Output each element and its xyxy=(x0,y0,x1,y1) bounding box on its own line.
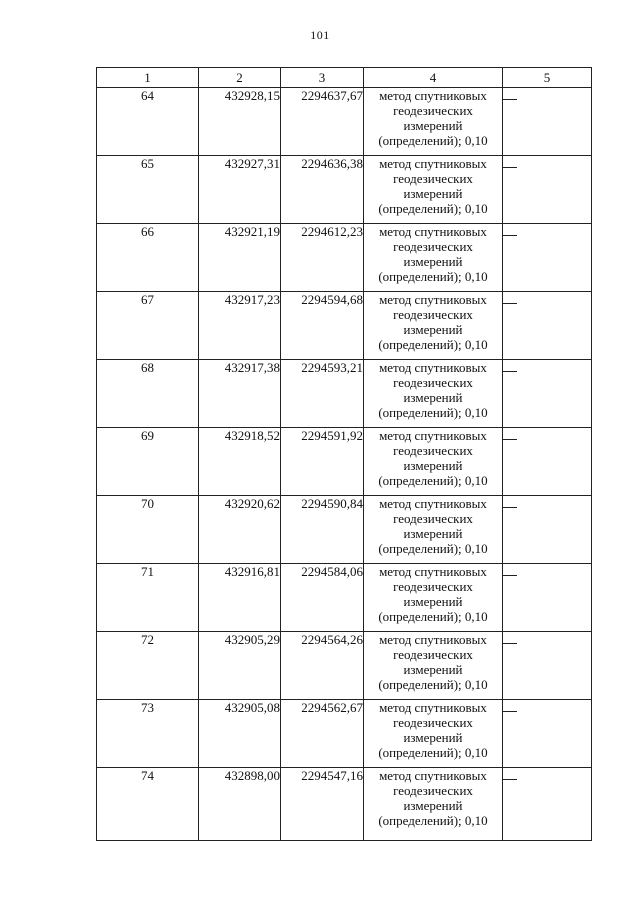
column-header-3: 3 xyxy=(281,68,364,88)
method-cell xyxy=(364,768,503,841)
y-coordinate-cell: 2294562,67 xyxy=(281,700,364,768)
dash-mark xyxy=(503,439,517,440)
dash-cell xyxy=(503,360,592,428)
method-line: измерений xyxy=(403,526,463,541)
table-row xyxy=(97,292,592,360)
point-number-cell: 68 xyxy=(97,360,199,428)
table-header-row xyxy=(97,68,592,88)
y-coordinate-cell: 2294612,23 xyxy=(281,224,364,292)
method-line: (определений); 0,10 xyxy=(378,813,488,828)
method-cell xyxy=(364,700,503,768)
method-line: (определений); 0,10 xyxy=(378,133,488,148)
table-row xyxy=(97,700,592,768)
method-line: измерений xyxy=(403,458,463,473)
method-line: метод спутниковых xyxy=(379,428,487,443)
x-coordinate-cell: 432905,08 xyxy=(199,700,281,768)
method-line: (определений); 0,10 xyxy=(378,677,488,692)
method-cell xyxy=(364,292,503,360)
point-number-cell: 70 xyxy=(97,496,199,564)
dash-mark xyxy=(503,507,517,508)
dash-cell xyxy=(503,768,592,841)
dash-mark xyxy=(503,779,517,780)
dash-cell xyxy=(503,632,592,700)
method-line: (определений); 0,10 xyxy=(378,745,488,760)
point-number-cell: 72 xyxy=(97,632,199,700)
column-header-2: 2 xyxy=(199,68,281,88)
method-line: измерений xyxy=(403,118,463,133)
y-coordinate-cell: 2294594,68 xyxy=(281,292,364,360)
x-coordinate-cell: 432898,00 xyxy=(199,768,281,841)
method-cell xyxy=(364,156,503,224)
dash-cell xyxy=(503,564,592,632)
point-number-cell: 69 xyxy=(97,428,199,496)
y-coordinate-cell: 2294591,92 xyxy=(281,428,364,496)
method-line: геодезических xyxy=(393,783,473,798)
x-coordinate-cell: 432921,19 xyxy=(199,224,281,292)
method-line: измерений xyxy=(403,594,463,609)
x-coordinate-cell: 432927,31 xyxy=(199,156,281,224)
method-cell xyxy=(364,632,503,700)
table-row xyxy=(97,632,592,700)
method-line: геодезических xyxy=(393,647,473,662)
dash-mark xyxy=(503,235,517,236)
method-line: геодезических xyxy=(393,511,473,526)
method-line: измерений xyxy=(403,798,463,813)
table-row xyxy=(97,156,592,224)
method-line: измерений xyxy=(403,730,463,745)
method-line: измерений xyxy=(403,186,463,201)
dash-cell xyxy=(503,496,592,564)
method-line: геодезических xyxy=(393,103,473,118)
dash-mark xyxy=(503,371,517,372)
method-line: геодезических xyxy=(393,579,473,594)
point-number-cell: 74 xyxy=(97,768,199,841)
method-line: метод спутниковых xyxy=(379,700,487,715)
method-cell xyxy=(364,496,503,564)
method-cell xyxy=(364,360,503,428)
method-line: (определений); 0,10 xyxy=(378,473,488,488)
method-line: метод спутниковых xyxy=(379,564,487,579)
method-cell xyxy=(364,224,503,292)
method-line: геодезических xyxy=(393,239,473,254)
method-cell xyxy=(364,428,503,496)
method-line: (определений); 0,10 xyxy=(378,337,488,352)
x-coordinate-cell: 432928,15 xyxy=(199,88,281,156)
x-coordinate-cell: 432920,62 xyxy=(199,496,281,564)
point-number-cell: 67 xyxy=(97,292,199,360)
method-line: измерений xyxy=(403,322,463,337)
dash-mark xyxy=(503,575,517,576)
method-line: измерений xyxy=(403,390,463,405)
point-number-cell: 66 xyxy=(97,224,199,292)
method-line: метод спутниковых xyxy=(379,156,487,171)
point-number-cell: 65 xyxy=(97,156,199,224)
table-row xyxy=(97,768,592,841)
point-number-cell: 73 xyxy=(97,700,199,768)
method-line: (определений); 0,10 xyxy=(378,609,488,624)
dash-mark xyxy=(503,643,517,644)
method-line: (определений); 0,10 xyxy=(378,269,488,284)
x-coordinate-cell: 432916,81 xyxy=(199,564,281,632)
table-row xyxy=(97,224,592,292)
dash-mark xyxy=(503,99,517,100)
x-coordinate-cell: 432905,29 xyxy=(199,632,281,700)
dash-mark xyxy=(503,303,517,304)
y-coordinate-cell: 2294637,67 xyxy=(281,88,364,156)
dash-cell xyxy=(503,88,592,156)
method-line: метод спутниковых xyxy=(379,632,487,647)
method-line: метод спутниковых xyxy=(379,292,487,307)
point-number-cell: 64 xyxy=(97,88,199,156)
column-header-4: 4 xyxy=(364,68,503,88)
column-header-5: 5 xyxy=(503,68,592,88)
method-line: (определений); 0,10 xyxy=(378,541,488,556)
method-line: метод спутниковых xyxy=(379,768,487,783)
y-coordinate-cell: 2294564,26 xyxy=(281,632,364,700)
method-cell xyxy=(364,88,503,156)
x-coordinate-cell: 432917,38 xyxy=(199,360,281,428)
dash-cell xyxy=(503,224,592,292)
point-number-cell: 71 xyxy=(97,564,199,632)
table-row xyxy=(97,88,592,156)
column-header-1: 1 xyxy=(97,68,199,88)
dash-mark xyxy=(503,711,517,712)
method-line: геодезических xyxy=(393,307,473,322)
method-line: метод спутниковых xyxy=(379,496,487,511)
x-coordinate-cell: 432917,23 xyxy=(199,292,281,360)
dash-cell xyxy=(503,156,592,224)
table-row xyxy=(97,428,592,496)
method-line: геодезических xyxy=(393,171,473,186)
method-line: измерений xyxy=(403,254,463,269)
table-row xyxy=(97,496,592,564)
method-line: измерений xyxy=(403,662,463,677)
method-line: геодезических xyxy=(393,375,473,390)
dash-cell xyxy=(503,700,592,768)
dash-cell xyxy=(503,292,592,360)
method-line: метод спутниковых xyxy=(379,360,487,375)
page-number: 101 xyxy=(310,28,330,42)
method-line: геодезических xyxy=(393,715,473,730)
y-coordinate-cell: 2294547,16 xyxy=(281,768,364,841)
table-row xyxy=(97,564,592,632)
method-line: (определений); 0,10 xyxy=(378,201,488,216)
dash-mark xyxy=(503,167,517,168)
y-coordinate-cell: 2294584,06 xyxy=(281,564,364,632)
x-coordinate-cell: 432918,52 xyxy=(199,428,281,496)
table-row xyxy=(97,360,592,428)
method-line: геодезических xyxy=(393,443,473,458)
y-coordinate-cell: 2294590,84 xyxy=(281,496,364,564)
y-coordinate-cell: 2294593,21 xyxy=(281,360,364,428)
method-line: метод спутниковых xyxy=(379,88,487,103)
coordinates-table xyxy=(96,67,592,841)
method-line: (определений); 0,10 xyxy=(378,405,488,420)
method-line: метод спутниковых xyxy=(379,224,487,239)
dash-cell xyxy=(503,428,592,496)
method-cell xyxy=(364,564,503,632)
y-coordinate-cell: 2294636,38 xyxy=(281,156,364,224)
